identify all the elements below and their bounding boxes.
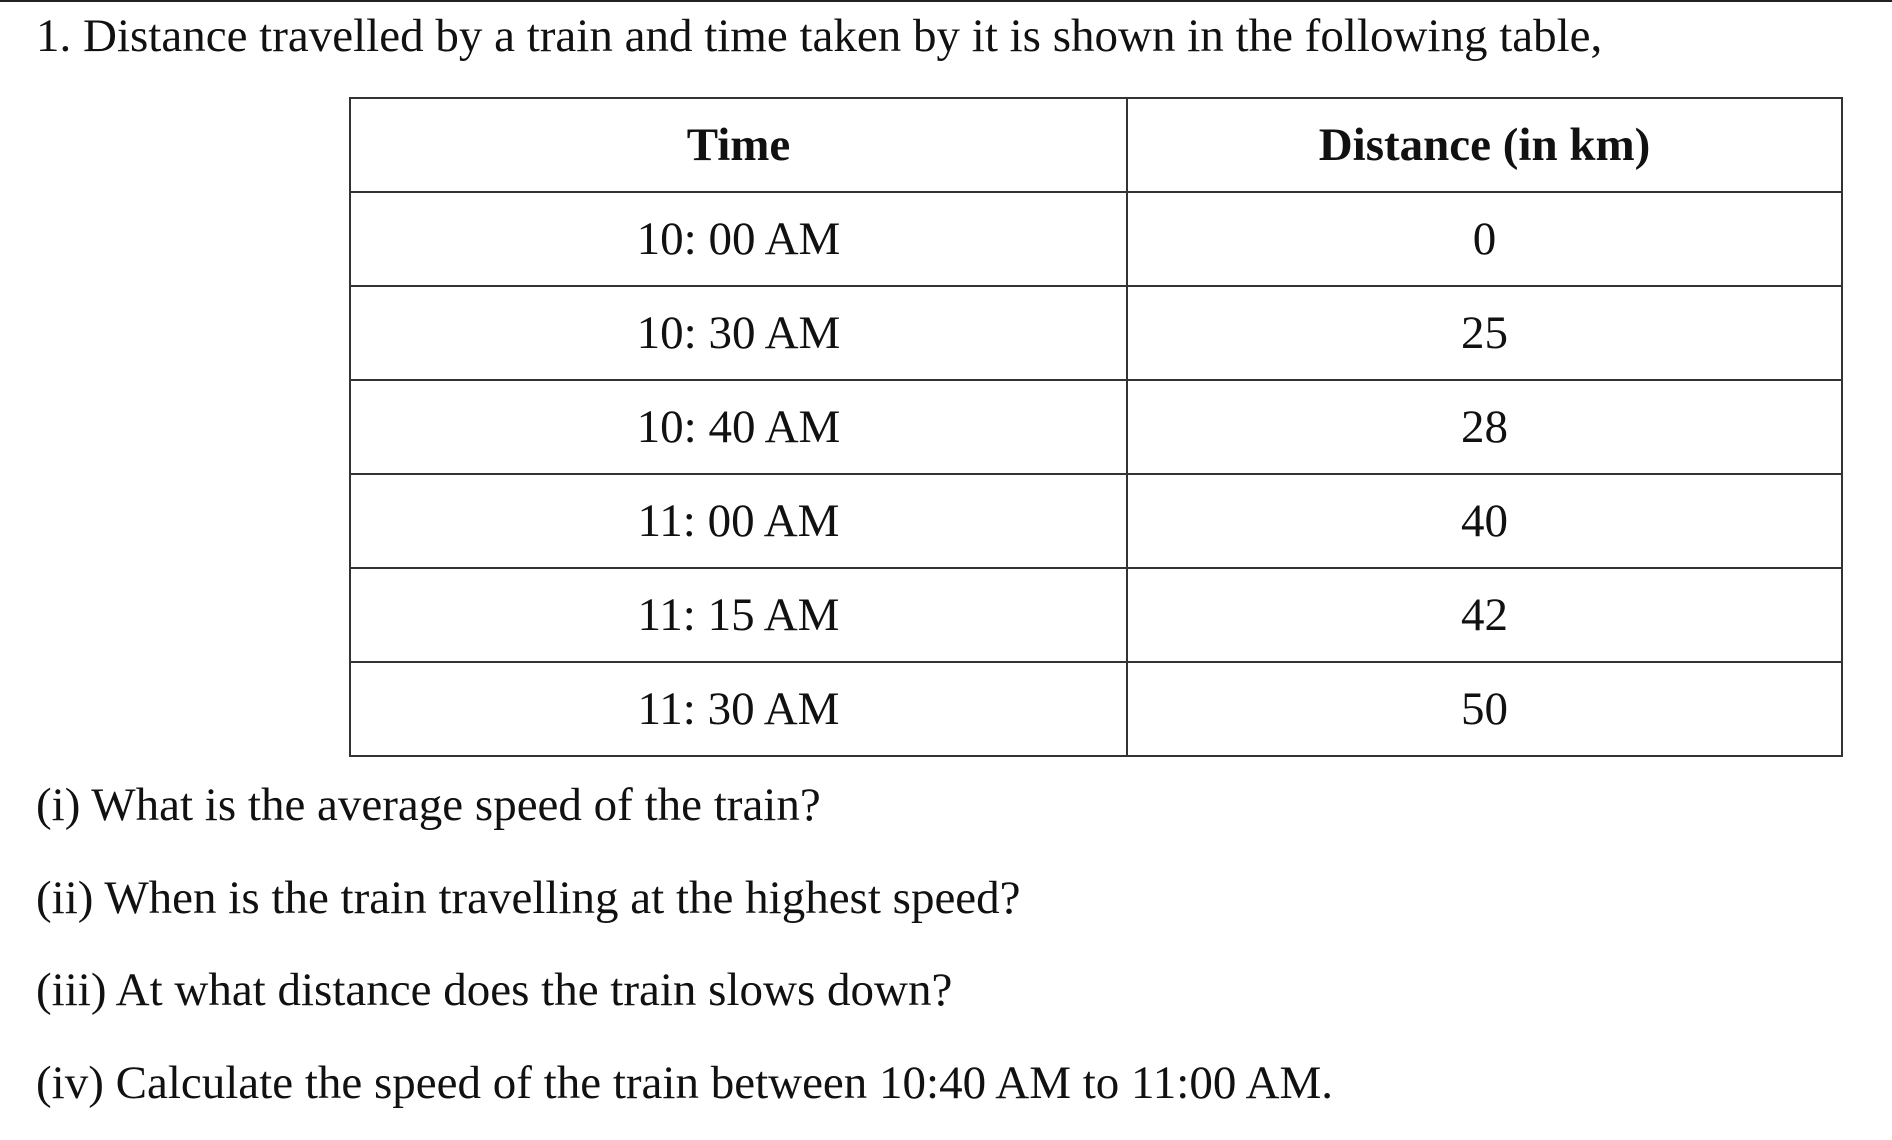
question-text: 1. Distance travelled by a train and time taken by it is shown in the following table, <box>36 10 1603 62</box>
table-header-row <box>350 98 1842 192</box>
distance-cell: 28 <box>1127 380 1842 474</box>
table-row <box>350 568 1842 662</box>
distance-cell: 25 <box>1127 286 1842 380</box>
time-cell: 11: 00 AM <box>350 474 1127 568</box>
distance-cell: 42 <box>1127 568 1842 662</box>
table-row <box>350 474 1842 568</box>
table-row <box>350 286 1842 380</box>
time-cell: 10: 40 AM <box>350 380 1127 474</box>
time-cell: 10: 30 AM <box>350 286 1127 380</box>
top-divider <box>0 0 1892 2</box>
header-time: Time <box>350 98 1127 192</box>
time-cell: 11: 30 AM <box>350 662 1127 756</box>
table-row <box>350 380 1842 474</box>
time-distance-table <box>349 97 1843 757</box>
sub-question-ii: (ii) When is the train travelling at the highest speed? <box>36 872 1021 924</box>
distance-cell: 50 <box>1127 662 1842 756</box>
header-distance: Distance (in km) <box>1127 98 1842 192</box>
distance-cell: 40 <box>1127 474 1842 568</box>
distance-cell: 0 <box>1127 192 1842 286</box>
sub-question-i: (i) What is the average speed of the train? <box>36 779 821 831</box>
sub-question-iv: (iv) Calculate the speed of the train between 10:40 AM to 11:00 AM. <box>36 1057 1333 1109</box>
table-row <box>350 662 1842 756</box>
sub-question-iii: (iii) At what distance does the train slows down? <box>36 964 953 1016</box>
time-cell: 11: 15 AM <box>350 568 1127 662</box>
table-row <box>350 192 1842 286</box>
time-cell: 10: 00 AM <box>350 192 1127 286</box>
